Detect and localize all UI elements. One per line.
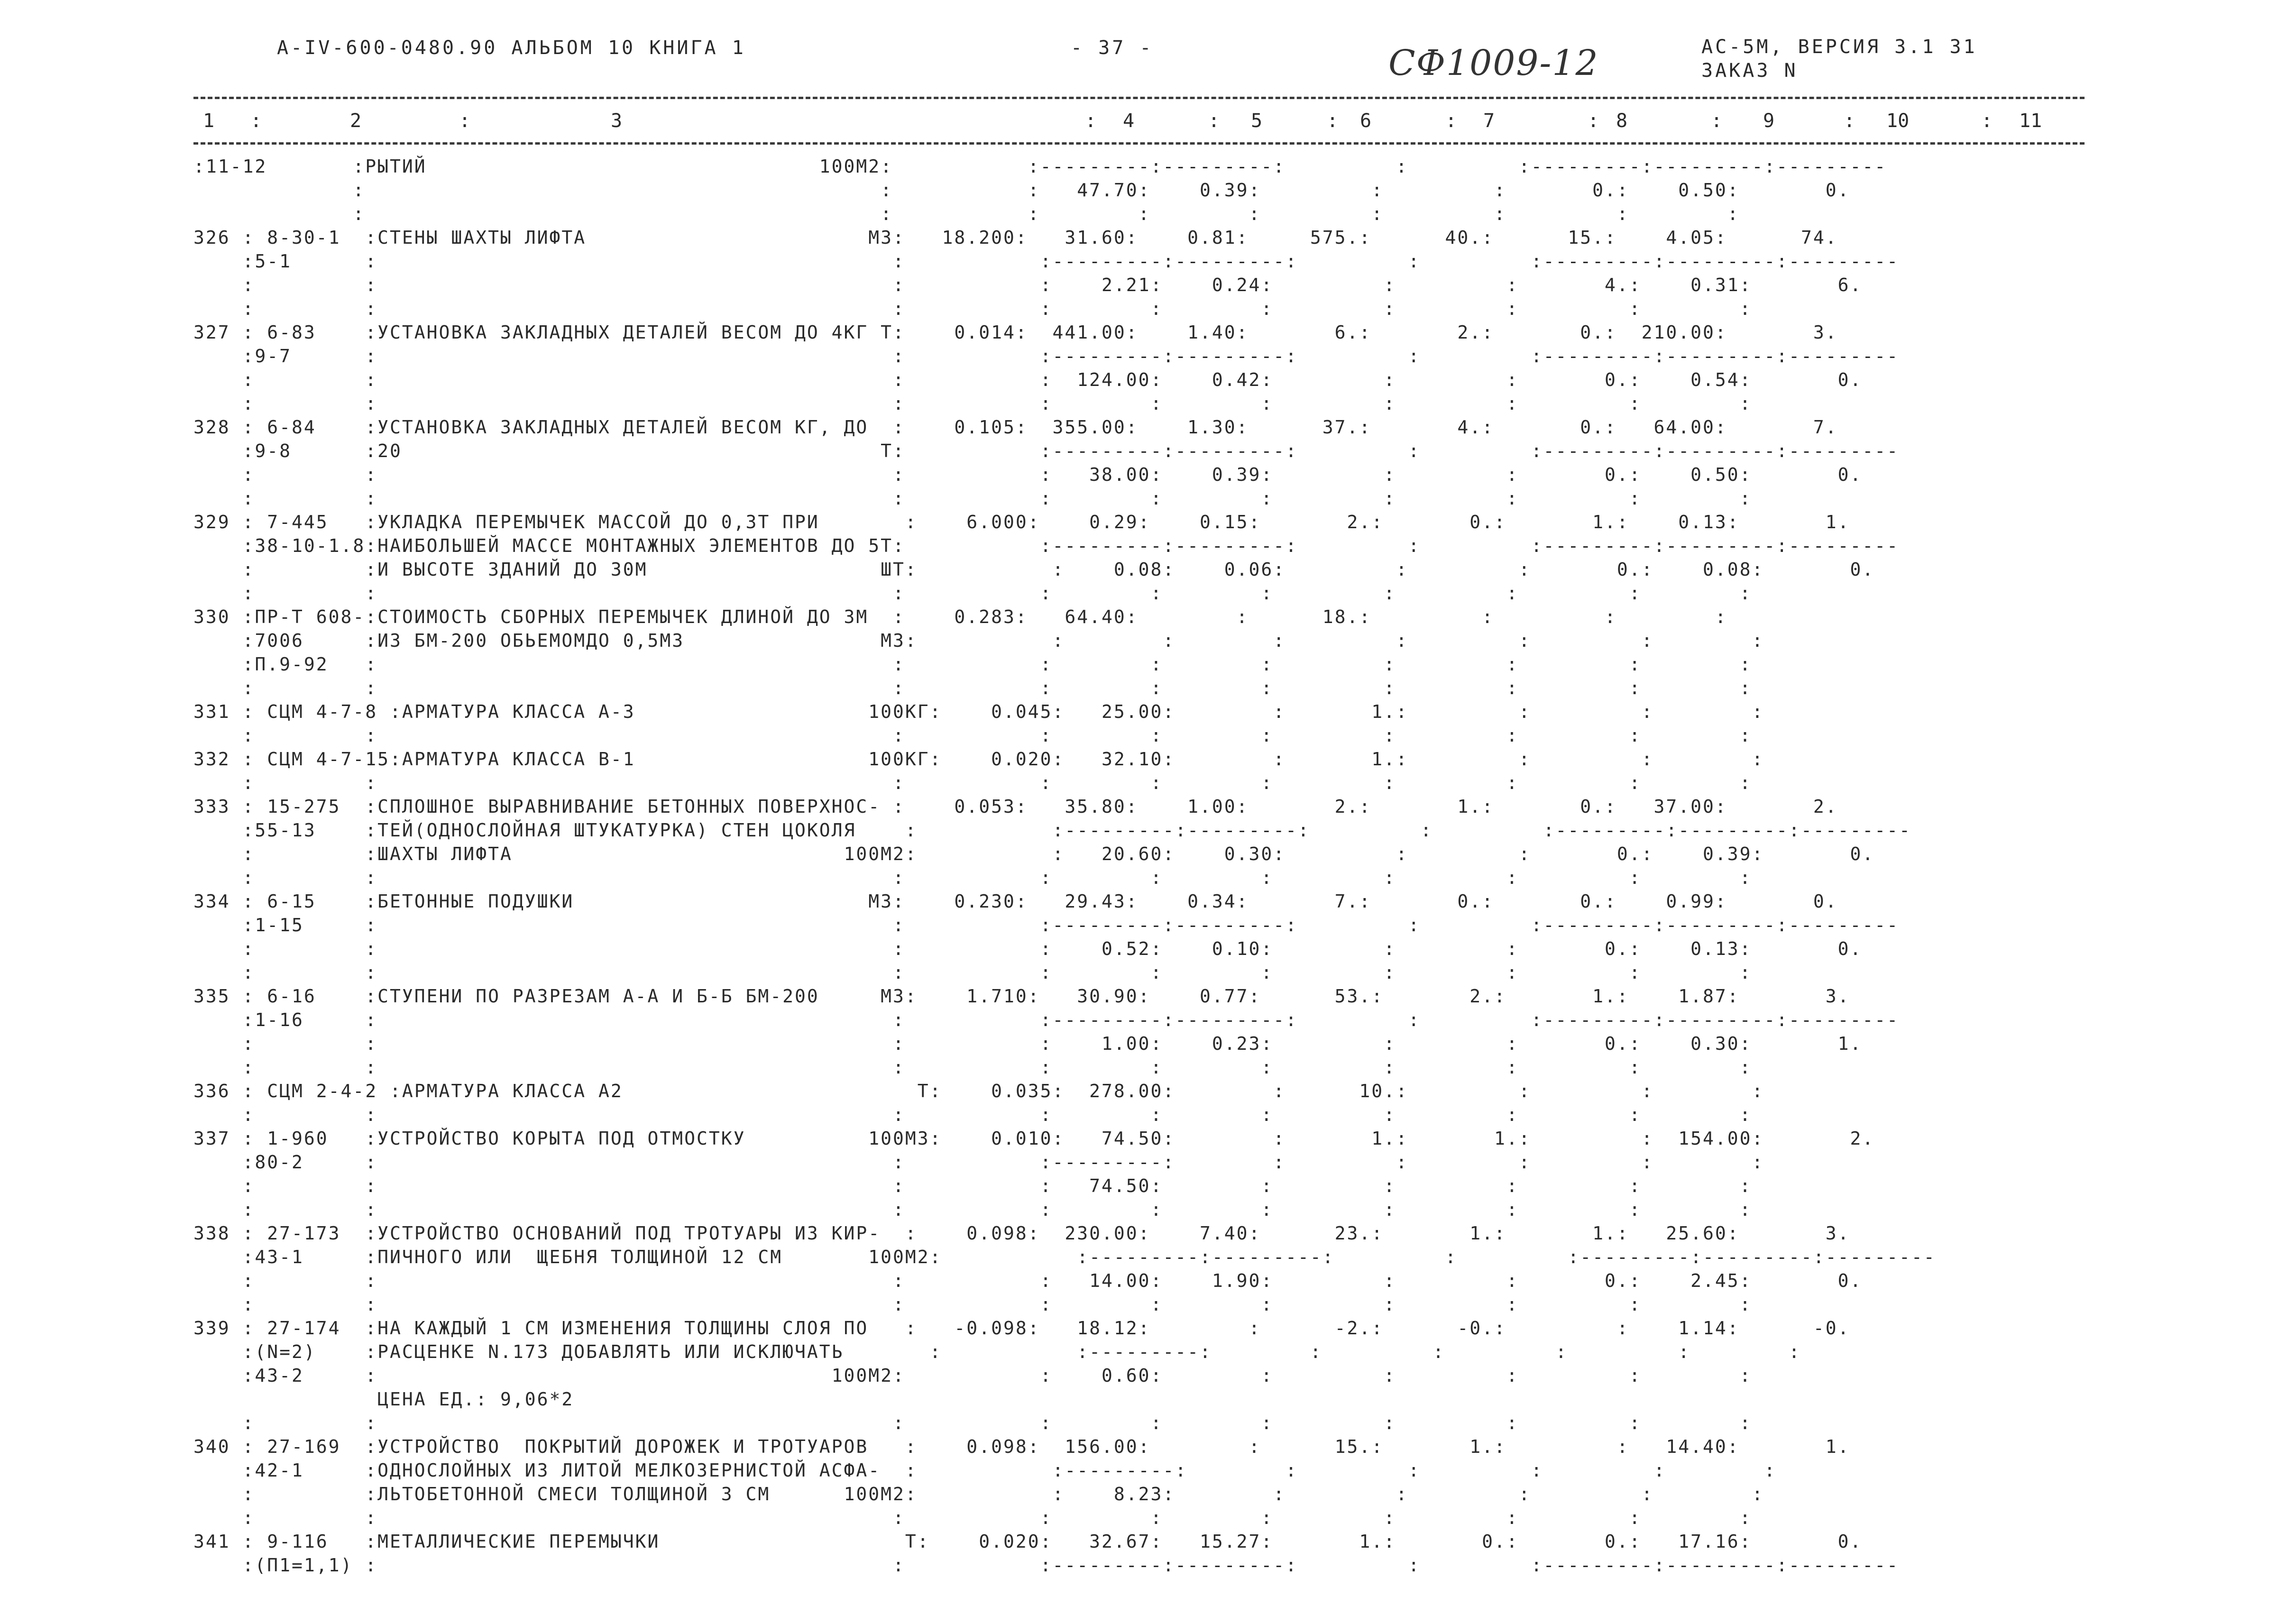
table-line: : : : : : : : : : :: [193, 1507, 1752, 1528]
table-line: : : : : : : : : : :: [193, 1057, 1752, 1078]
column-number: 4: [1123, 110, 1135, 132]
table-line: : : : : 1.00: 0.23: : : 0.: 0.30: 1.: [193, 1033, 1863, 1054]
table-line: : : : : : : : : : :: [193, 1413, 1752, 1433]
table-line: :П.9-92 : : : : : : : : :: [193, 654, 1752, 675]
page-number: - 37 -: [1071, 37, 1154, 59]
table-line: 333 : 15-275 :СПЛОШНОЕ ВЫРАВНИВАНИЕ БЕТОННЫХ ПОВЕРХНОС- : 0.053: 35.80: 1.00: 2.: 1.: 0.: 37.00: 2.: [193, 796, 1838, 817]
table-line: : : : : : : : : : :: [193, 772, 1752, 793]
column-number: :: [1711, 110, 1723, 132]
column-number: 3: [611, 110, 623, 132]
column-number: :: [459, 110, 471, 132]
table-line: 340 : 27-169 :УСТРОЙСТВО ПОКРЫТИЙ ДОРОЖЕК И ТРОТУАРОВ : 0.098: 156.00: : 15.: 1.: : 14.40: 1.: [193, 1436, 1850, 1457]
table-line: 341 : 9-116 :МЕТАЛЛИЧЕСКИЕ ПЕРЕМЫЧКИ Т: 0.020: 32.67: 15.27: 1.: 0.: 0.: 17.16: 0.: [193, 1531, 1863, 1552]
software-version: [1701, 35, 1977, 83]
table-line: :38-10-1.8:НАИБОЛЬШЕЙ МАССЕ МОНТАЖНЫХ ЭЛЕМЕНТОВ ДО 5Т: :---------:---------: : :---------:---------:---------: [193, 535, 1900, 556]
table-line: :5-1 : : :---------:---------: : :---------:---------:---------: [193, 251, 1900, 272]
table-line: 326 : 8-30-1 :СТЕНЫ ШАХТЫ ЛИФТА М3: 18.200: 31.60: 0.81: 575.: 40.: 15.: 4.05: 74.: [193, 227, 1838, 248]
column-number-row: [193, 110, 2085, 136]
table-line: : : : : 124.00: 0.42: : : 0.: 0.54: 0.: [193, 369, 1863, 390]
table-line: 329 : 7-445 :УКЛАДКА ПЕРЕМЫЧЕК МАССОЙ ДО 0,3Т ПРИ : 6.000: 0.29: 0.15: 2.: 0.: 1.: 0.13: 1.: [193, 512, 1850, 532]
table-line: :(N=2) :РАСЦЕНКЕ N.173 ДОБАВЛЯТЬ ИЛИ ИСКЛЮЧАТЬ : :---------: : : : : :: [193, 1341, 1801, 1362]
document-code: А-IV-600-0480.90 АЛЬБОМ 10 КНИГА 1: [277, 37, 746, 59]
table-line: : : : : 14.00: 1.90: : : 0.: 2.45: 0.: [193, 1270, 1863, 1291]
table-line: :11-12 :РЫТИЙ 100М2: :---------:---------: : :---------:---------:---------: [193, 156, 1887, 177]
header-divider: [193, 142, 2085, 145]
table-line: : : : : 2.21: 0.24: : : 4.: 0.31: 6.: [193, 275, 1863, 295]
table-line: :43-2 : 100М2: : 0.60: : : : : :: [193, 1365, 1752, 1386]
column-number: 6: [1360, 110, 1372, 132]
table-line: : :ЛЬТОБЕТОННОЙ СМЕСИ ТОЛЩИНОЙ 3 СМ 100М2: : 8.23: : : : : :: [193, 1484, 1764, 1505]
table-line: :9-8 :20 Т: :---------:---------: : :---------:---------:---------: [193, 440, 1900, 461]
version-label: АС-5М, ВЕРСИЯ 3.1 31: [1701, 36, 1977, 58]
table-line: 328 : 6-84 :УСТАНОВКА ЗАКЛАДНЫХ ДЕТАЛЕЙ ВЕСОМ КГ, ДО : 0.105: 355.00: 1.30: 37.: 4.: 0.: 64.00: 7.: [193, 417, 1838, 438]
table-line: : : : : : : : : : :: [193, 393, 1752, 414]
column-number: 8: [1616, 110, 1628, 132]
table-line: 330 :ПР-Т 608-:СТОИМОСТЬ СБОРНЫХ ПЕРЕМЫЧЕК ДЛИНОЙ ДО 3М : 0.283: 64.40: : 18.: : : :: [193, 606, 1727, 627]
table-line: 332 : СЦМ 4-7-15:АРМАТУРА КЛАССА В-1 100КГ: 0.020: 32.10: : 1.: : : :: [193, 749, 1764, 770]
table-line: 327 : 6-83 :УСТАНОВКА ЗАКЛАДНЫХ ДЕТАЛЕЙ ВЕСОМ ДО 4КГ Т: 0.014: 441.00: 1.40: 6.: 2.: 0.: 210.00: 3.: [193, 322, 1838, 343]
column-number: 10: [1886, 110, 1910, 132]
column-number: 5: [1251, 110, 1263, 132]
table-line: : : : : : : : : : :: [193, 583, 1752, 604]
column-number: 7: [1483, 110, 1495, 132]
table-line: :43-1 :ПИЧНОГО ИЛИ ЩЕБНЯ ТОЛЩИНОЙ 12 СМ 100М2: :---------:---------: : :---------:---------:---------: [193, 1247, 1936, 1267]
column-number: :: [1981, 110, 1993, 132]
table-line: : : : : 74.50: : : : : :: [193, 1175, 1752, 1196]
column-number: 1: [203, 110, 215, 132]
table-line: : : : : : : : : : :: [193, 1104, 1752, 1125]
table-line: :1-15 : : :---------:---------: : :---------:---------:---------: [193, 915, 1900, 936]
table-line: : :И ВЫСОТЕ ЗДАНИЙ ДО 30М ШТ: : 0.08: 0.06: : : 0.: 0.08: 0.: [193, 559, 1875, 580]
table-line: :(П1=1,1) : : :---------:---------: : :---------:---------:---------: [193, 1555, 1900, 1576]
estimate-table: [193, 155, 2085, 1577]
column-number: :: [1588, 110, 1599, 132]
table-line: 334 : 6-15 :БЕТОННЫЕ ПОДУШКИ М3: 0.230: 29.43: 0.34: 7.: 0.: 0.: 0.99: 0.: [193, 891, 1838, 912]
handwritten-note: СФ1009-12: [1388, 43, 1599, 83]
table-line: : : : : : : : : : :: [193, 725, 1752, 746]
table-line: :42-1 :ОДНОСЛОЙНЫХ ИЗ ЛИТОЙ МЕЛКОЗЕРНИСТОЙ АСФА- : :---------: : : : : :: [193, 1460, 1777, 1481]
table-line: : : : : : : : : : :: [193, 678, 1752, 698]
table-line: : : : : : : : : : :: [193, 298, 1752, 319]
column-number: :: [1844, 110, 1855, 132]
table-line: 335 : 6-16 :СТУПЕНИ ПО РАЗРЕЗАМ А-А И Б-Б БМ-200 М3: 1.710: 30.90: 0.77: 53.: 2.: 1.: 1.87: 3.: [193, 986, 1850, 1007]
table-line: : : : : : : : : :: [193, 203, 1740, 224]
column-number: 11: [2019, 110, 2042, 132]
table-line: 337 : 1-960 :УСТРОЙСТВО КОРЫТА ПОД ОТМОСТКУ 100М3: 0.010: 74.50: : 1.: 1.: : 154.00: 2.: [193, 1128, 1875, 1149]
table-line: 339 : 27-174 :НА КАЖДЫЙ 1 СМ ИЗМЕНЕНИЯ ТОЛЩИНЫ СЛОЯ ПО : -0.098: 18.12: : -2.: -0.: : 1.14: -0.: [193, 1318, 1850, 1339]
column-number: :: [250, 110, 262, 132]
table-line: :55-13 :ТЕЙ(ОДНОСЛОЙНАЯ ШТУКАТУРКА) СТЕН ЦОКОЛЯ : :---------:---------: : :---------:---------:---------: [193, 820, 1911, 841]
table-line: : : : : : : : : : :: [193, 1294, 1752, 1315]
column-number: 2: [350, 110, 362, 132]
table-line: : : : : : : : : : :: [193, 867, 1752, 888]
table-line: : : : : 38.00: 0.39: : : 0.: 0.50: 0.: [193, 464, 1863, 485]
column-number: :: [1327, 110, 1339, 132]
table-line: 338 : 27-173 :УСТРОЙСТВО ОСНОВАНИЙ ПОД ТРОТУАРЫ ИЗ КИР- : 0.098: 230.00: 7.40: 23.: 1.: 1.: 25.60: 3.: [193, 1223, 1850, 1244]
column-number: :: [1445, 110, 1457, 132]
order-label: ЗАКАЗ N: [1701, 60, 1798, 82]
top-divider: [193, 97, 2085, 99]
column-number: :: [1208, 110, 1220, 132]
table-line: 336 : СЦМ 2-4-2 :АРМАТУРА КЛАССА А2 Т: 0.035: 278.00: : 10.: : : :: [193, 1081, 1764, 1101]
table-line: :1-16 : : :---------:---------: : :---------:---------:---------: [193, 1009, 1900, 1030]
table-line: ЦЕНА ЕД.: 9,06*2: [193, 1389, 574, 1410]
table-line: : : : : : : : : : :: [193, 1199, 1752, 1220]
table-line: 331 : СЦМ 4-7-8 :АРМАТУРА КЛАССА А-3 100КГ: 0.045: 25.00: : 1.: : : :: [193, 701, 1764, 722]
table-line: : : : : : : : : : :: [193, 488, 1752, 509]
table-line: : : : : 0.52: 0.10: : : 0.: 0.13: 0.: [193, 938, 1863, 959]
table-line: : : : 47.70: 0.39: : : 0.: 0.50: 0.: [193, 180, 1850, 201]
table-line: :7006 :ИЗ БМ-200 ОБЬЕМОМДО 0,5М3 М3: : : : : : : :: [193, 630, 1764, 651]
table-line: : :ШАХТЫ ЛИФТА 100М2: : 20.60: 0.30: : : 0.: 0.39: 0.: [193, 844, 1875, 864]
column-number: 9: [1763, 110, 1775, 132]
table-line: : : : : : : : : : :: [193, 962, 1752, 983]
column-number: :: [1085, 110, 1097, 132]
table-line: :9-7 : : :---------:---------: : :---------:---------:---------: [193, 346, 1900, 367]
table-line: :80-2 : : :---------: : : : : :: [193, 1152, 1764, 1173]
